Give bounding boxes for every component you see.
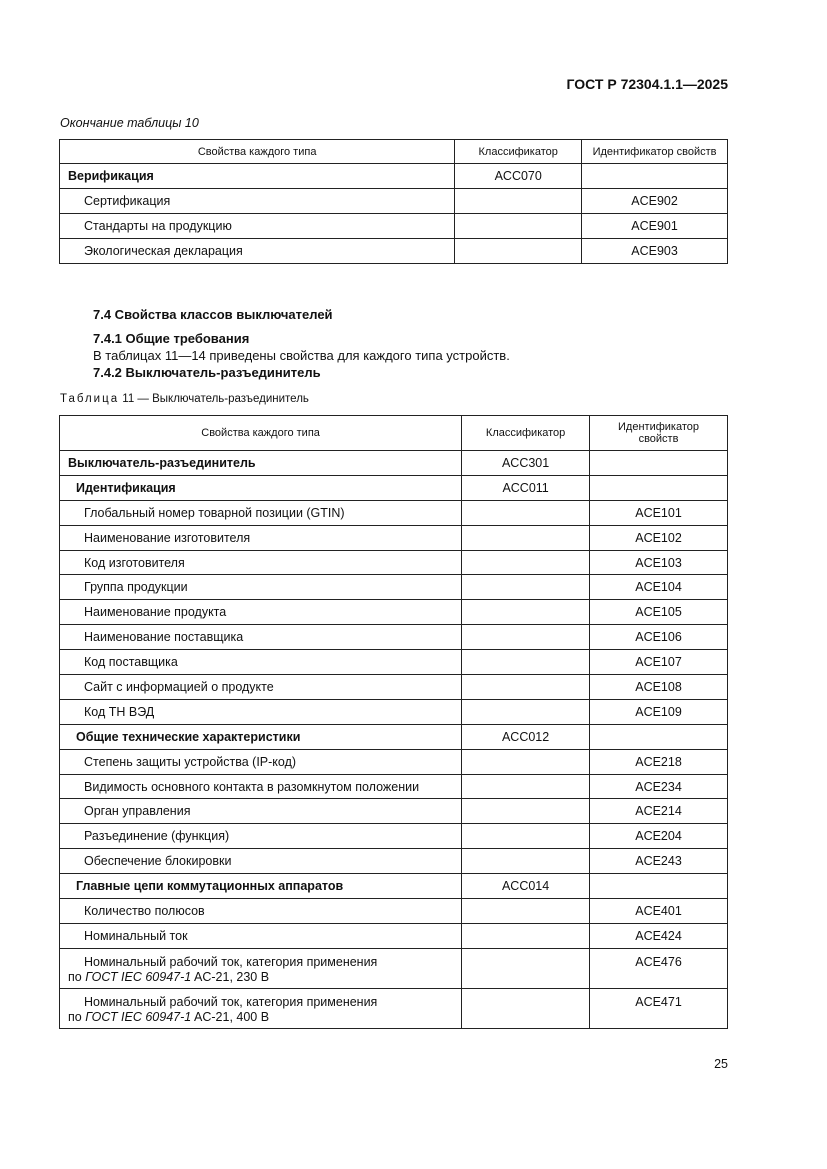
- classifier-cell: [462, 774, 590, 799]
- classifier-cell: [462, 575, 590, 600]
- standard-reference: ГОСТ IEC 60947-1: [85, 969, 192, 984]
- line1: Номинальный рабочий ток, категория применения: [84, 994, 378, 1009]
- property-name: Код изготовителя: [60, 550, 462, 575]
- property-name: Орган управления: [60, 799, 462, 824]
- property-name: Общие технические характеристики: [60, 724, 462, 749]
- column-header: Классификатор: [455, 140, 582, 164]
- identifier-cell: ACE101: [590, 500, 728, 525]
- caption-prefix: Таблица: [60, 393, 120, 405]
- classifier-cell: [462, 625, 590, 650]
- table-row: [60, 214, 728, 239]
- classifier-cell: [462, 749, 590, 774]
- identifier-cell: ACE401: [590, 899, 728, 924]
- identifier-cell: ACE214: [590, 799, 728, 824]
- identifier-cell: ACE107: [590, 650, 728, 675]
- paragraph: В таблицах 11—14 приведены свойства для каждого типа устройств.: [93, 348, 510, 363]
- property-name: Главные цепи коммутационных аппаратов: [60, 874, 462, 899]
- property-name: Стандарты на продукцию: [60, 214, 455, 239]
- table-row: [60, 699, 728, 724]
- classifier-cell: [455, 239, 582, 264]
- property-name: Идентификация: [60, 475, 462, 500]
- classifier-cell: [462, 650, 590, 675]
- property-name: Разъединение (функция): [60, 824, 462, 849]
- identifier-cell: ACE902: [582, 189, 728, 214]
- table-row: [60, 849, 728, 874]
- identifier-cell: ACE471: [590, 988, 728, 1028]
- section-heading: 7.4.1 Общие требования: [93, 331, 250, 346]
- section-heading: 7.4.2 Выключатель-разъединитель: [93, 365, 321, 380]
- classifier-cell: ACC014: [462, 874, 590, 899]
- identifier-cell: [590, 475, 728, 500]
- identifier-cell: [590, 874, 728, 899]
- classifier-cell: [462, 899, 590, 924]
- suffix: AC-21, 230 В: [194, 969, 270, 984]
- table-row: [60, 988, 728, 1028]
- classifier-cell: [462, 948, 590, 988]
- identifier-cell: ACE901: [582, 214, 728, 239]
- table-11: [59, 415, 728, 1029]
- identifier-cell: ACE102: [590, 525, 728, 550]
- table-11-caption: [60, 393, 309, 405]
- property-name: Наименование продукта: [60, 600, 462, 625]
- classifier-cell: [462, 675, 590, 700]
- table-row: [60, 239, 728, 264]
- property-name: Наименование изготовителя: [60, 525, 462, 550]
- property-name: Видимость основного контакта в разомкнутом положении: [60, 774, 462, 799]
- table-row: [60, 525, 728, 550]
- table-row: [60, 550, 728, 575]
- prefix: по: [68, 1009, 82, 1024]
- property-name: Обеспечение блокировки: [60, 849, 462, 874]
- table-row: [60, 164, 728, 189]
- identifier-cell: ACE103: [590, 550, 728, 575]
- column-header: Классификатор: [462, 416, 590, 451]
- table-row: [60, 500, 728, 525]
- property-name: Глобальный номер товарной позиции (GTIN): [60, 500, 462, 525]
- table-row: [60, 650, 728, 675]
- classifier-cell: [462, 500, 590, 525]
- property-name: Группа продукции: [60, 575, 462, 600]
- column-header: Идентификатор свойств: [590, 416, 728, 451]
- classifier-cell: [455, 214, 582, 239]
- table-row: [60, 874, 728, 899]
- classifier-cell: [462, 988, 590, 1028]
- caption-text: 11 — Выключатель-разъединитель: [122, 393, 309, 405]
- table-row: [60, 724, 728, 749]
- table-10: [59, 139, 728, 264]
- section-heading: 7.4 Свойства классов выключателей: [93, 307, 333, 322]
- identifier-cell: ACE243: [590, 849, 728, 874]
- property-name: Код поставщика: [60, 650, 462, 675]
- column-header: Свойства каждого типа: [60, 416, 462, 451]
- table-row: [60, 600, 728, 625]
- identifier-cell: [590, 724, 728, 749]
- classifier-cell: [462, 849, 590, 874]
- standard-reference: ГОСТ IEC 60947-1: [85, 1009, 192, 1024]
- page-number: 25: [714, 1057, 728, 1071]
- classifier-cell: ACC301: [462, 451, 590, 476]
- table-row: [60, 675, 728, 700]
- property-name: Верификация: [60, 164, 455, 189]
- table-row: [60, 625, 728, 650]
- table-row: [60, 774, 728, 799]
- property-name: Сертификация: [60, 189, 455, 214]
- table-row: [60, 824, 728, 849]
- identifier-cell: ACE108: [590, 675, 728, 700]
- identifier-cell: ACE476: [590, 948, 728, 988]
- identifier-cell: ACE424: [590, 923, 728, 948]
- property-name: Наименование поставщика: [60, 625, 462, 650]
- classifier-cell: [462, 799, 590, 824]
- identifier-cell: [590, 451, 728, 476]
- table-row: [60, 575, 728, 600]
- table-row: [60, 799, 728, 824]
- property-name: Экологическая декларация: [60, 239, 455, 264]
- column-header: Идентификатор свойств: [582, 140, 728, 164]
- classifier-cell: [462, 525, 590, 550]
- column-header: Свойства каждого типа: [60, 140, 455, 164]
- property-name: [60, 948, 462, 988]
- identifier-cell: ACE106: [590, 625, 728, 650]
- identifier-cell: ACE104: [590, 575, 728, 600]
- table-row: [60, 899, 728, 924]
- classifier-cell: [455, 189, 582, 214]
- property-name: Количество полюсов: [60, 899, 462, 924]
- identifier-cell: ACE218: [590, 749, 728, 774]
- identifier-cell: ACE105: [590, 600, 728, 625]
- table-row: [60, 923, 728, 948]
- classifier-cell: [462, 824, 590, 849]
- identifier-cell: ACE109: [590, 699, 728, 724]
- property-name: Код ТН ВЭД: [60, 699, 462, 724]
- identifier-cell: ACE204: [590, 824, 728, 849]
- table-row: [60, 189, 728, 214]
- property-name: Степень защиты устройства (IP-код): [60, 749, 462, 774]
- suffix: AC-21, 400 В: [194, 1009, 270, 1024]
- classifier-cell: ACC070: [455, 164, 582, 189]
- identifier-cell: ACE234: [590, 774, 728, 799]
- classifier-cell: ACC012: [462, 724, 590, 749]
- table-row: [60, 451, 728, 476]
- document-header: ГОСТ Р 72304.1.1—2025: [566, 76, 728, 92]
- classifier-cell: ACC011: [462, 475, 590, 500]
- property-name: [60, 988, 462, 1028]
- classifier-cell: [462, 699, 590, 724]
- property-name: Сайт с информацией о продукте: [60, 675, 462, 700]
- identifier-cell: ACE903: [582, 239, 728, 264]
- prefix: по: [68, 969, 82, 984]
- line1: Номинальный рабочий ток, категория применения: [84, 954, 378, 969]
- table-row: [60, 749, 728, 774]
- table-row: [60, 475, 728, 500]
- classifier-cell: [462, 550, 590, 575]
- table-row: [60, 948, 728, 988]
- property-name: Выключатель-разъединитель: [60, 451, 462, 476]
- property-name: Номинальный ток: [60, 923, 462, 948]
- identifier-cell: [582, 164, 728, 189]
- classifier-cell: [462, 923, 590, 948]
- classifier-cell: [462, 600, 590, 625]
- table-10-caption: Окончание таблицы 10: [60, 116, 199, 130]
